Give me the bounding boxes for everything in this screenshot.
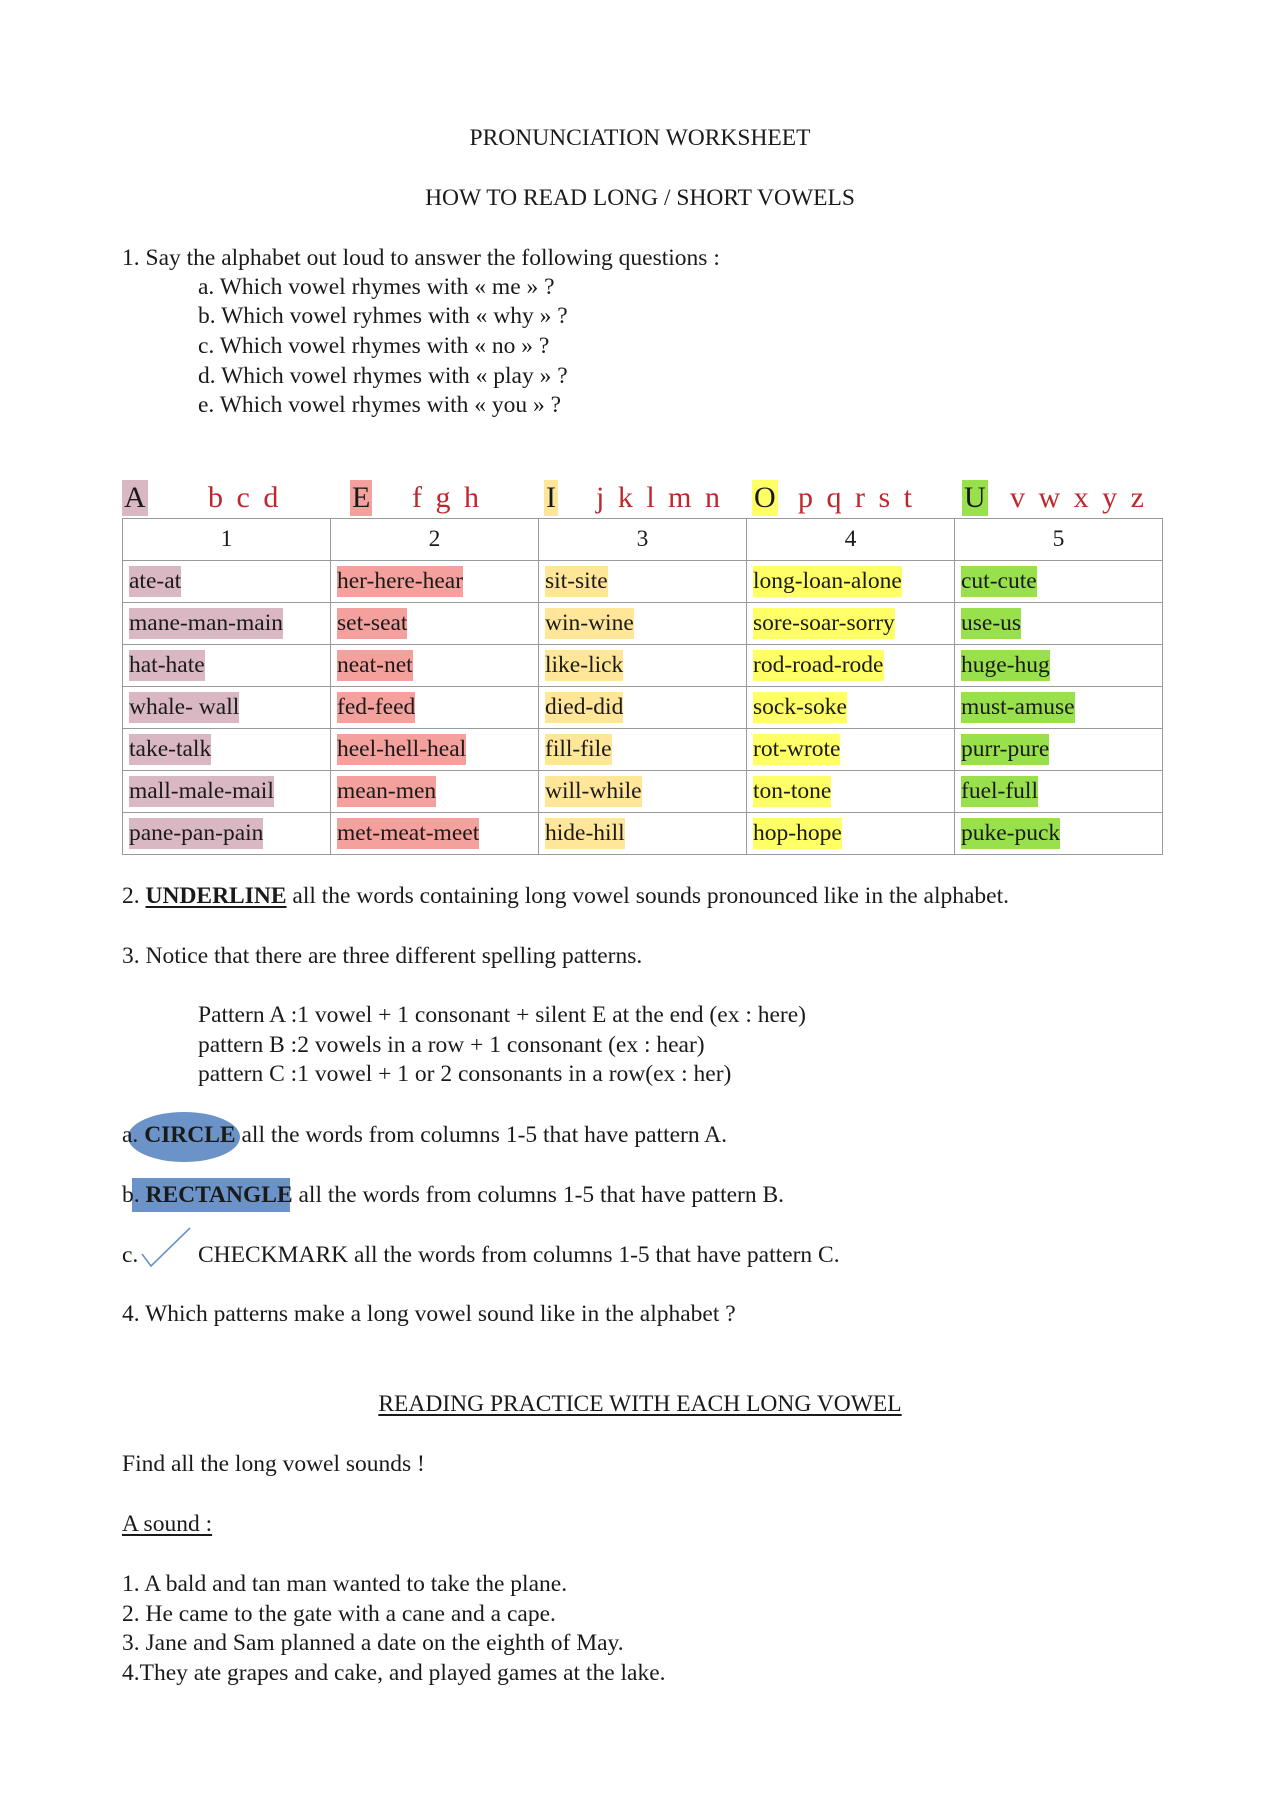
word-pair: mall-male-mail: [129, 776, 274, 807]
column-header: 5: [955, 519, 1163, 561]
word-pair: met-meat-meet: [337, 818, 479, 849]
alphabet-vowel-e: E: [352, 481, 371, 514]
alphabet-consonants-1: b c d: [208, 481, 282, 514]
word-pair: will-while: [545, 776, 642, 807]
word-pair: mean-men: [337, 776, 436, 807]
pattern-a: Pattern A :1 vowel + 1 consonant + silent E at the end (ex : here): [198, 1002, 806, 1028]
alphabet-vowel-o: O: [754, 481, 776, 514]
word-pair: cut-cute: [961, 566, 1037, 597]
question-2-number: 2.: [122, 883, 146, 909]
table-row: [123, 645, 1163, 687]
word-pair: fed-feed: [337, 692, 415, 723]
table-row: [123, 813, 1163, 855]
sentence-2: 2. He came to the gate with a cane and a cape.: [122, 1601, 556, 1627]
word-pair: like-lick: [545, 650, 623, 681]
column-header: 2: [331, 519, 539, 561]
word-pair: take-talk: [129, 734, 211, 765]
word-pair: fuel-full: [961, 776, 1038, 807]
alphabet-vowel-a: A: [124, 481, 146, 514]
reading-intro: Find all the long vowel sounds !: [122, 1451, 425, 1477]
question-1-item-a: a. Which vowel rhymes with « me » ?: [198, 274, 555, 300]
pattern-b: pattern B :2 vowels in a row + 1 consonant (ex : hear): [198, 1032, 705, 1058]
question-3: 3. Notice that there are three different spelling patterns.: [122, 943, 643, 969]
word-pair: sore-soar-sorry: [753, 608, 895, 639]
sentence-3: 3. Jane and Sam planned a date on the eighth of May.: [122, 1630, 624, 1656]
rectangle-keyword: RECTANGLE: [145, 1182, 293, 1208]
word-pair: set-seat: [337, 608, 407, 639]
word-pair: long-loan-alone: [753, 566, 902, 597]
vowel-words-table: [122, 518, 1163, 855]
alphabet-consonants-2: f g h: [412, 481, 482, 514]
underline-keyword: UNDERLINE: [145, 883, 287, 909]
word-pair: puke-puck: [961, 818, 1060, 849]
word-pair: hat-hate: [129, 650, 205, 681]
question-4: 4. Which patterns make a long vowel sound like in the alphabet ?: [122, 1301, 736, 1327]
word-pair: heel-hell-heal: [337, 734, 466, 765]
word-pair: win-wine: [545, 608, 634, 639]
column-header: 1: [123, 519, 331, 561]
alphabet-consonants-5: v w x y z: [1010, 481, 1147, 514]
circle-keyword: CIRCLE: [144, 1122, 236, 1148]
instruction-circle-text: all the words from columns 1-5 that have pattern A.: [235, 1122, 728, 1148]
table-row: [123, 771, 1163, 813]
question-1-item-e: e. Which vowel rhymes with « you » ?: [198, 392, 562, 418]
word-pair: fill-file: [545, 734, 612, 765]
table-row: [123, 561, 1163, 603]
instruction-checkmark-prefix: c.: [122, 1242, 139, 1268]
word-pair: purr-pure: [961, 734, 1049, 765]
table-row: [123, 603, 1163, 645]
word-pair: hide-hill: [545, 818, 625, 849]
question-1-item-b: b. Which vowel ryhmes with « why » ?: [198, 303, 568, 329]
sentence-1: 1. A bald and tan man wanted to take the plane.: [122, 1571, 568, 1597]
word-pair: whale- wall: [129, 692, 239, 723]
word-pair: rot-wrote: [753, 734, 840, 765]
word-pair: sit-site: [545, 566, 608, 597]
word-pair: neat-net: [337, 650, 413, 681]
question-2: [122, 882, 1009, 910]
instruction-circle-prefix: a.: [122, 1122, 145, 1148]
alphabet-vowel-i: I: [546, 481, 556, 514]
section-a-sound: A sound :: [122, 1511, 213, 1537]
word-pair: hop-hope: [753, 818, 842, 849]
column-header: 3: [539, 519, 747, 561]
sentence-4: 4.They ate grapes and cake, and played games at the lake.: [122, 1660, 666, 1686]
word-pair: mane-man-main: [129, 608, 283, 639]
question-1-item-d: d. Which vowel rhymes with « play » ?: [198, 363, 568, 389]
page-title: PRONUNCIATION WORKSHEET: [469, 125, 811, 151]
table-row: [123, 687, 1163, 729]
table-row: [123, 729, 1163, 771]
alphabet-consonants-3: j k l m n: [596, 481, 724, 514]
question-1-prompt: 1. Say the alphabet out loud to answer the following questions :: [122, 245, 720, 271]
word-pair: ton-tone: [753, 776, 831, 807]
word-pair: huge-hug: [961, 650, 1050, 681]
word-pair: pane-pan-pain: [129, 818, 263, 849]
question-1-item-c: c. Which vowel rhymes with « no » ?: [198, 333, 550, 359]
word-pair: died-did: [545, 692, 623, 723]
pattern-c: pattern C :1 vowel + 1 or 2 consonants in a row(ex : her): [198, 1061, 732, 1087]
word-pair: sock-soke: [753, 692, 847, 723]
word-pair: use-us: [961, 608, 1021, 639]
reading-practice-heading: READING PRACTICE WITH EACH LONG VOWEL: [378, 1391, 902, 1417]
word-pair: her-here-hear: [337, 566, 463, 597]
instruction-rectangle-text: all the words from columns 1-5 that have pattern B.: [292, 1182, 785, 1208]
instruction-rectangle-prefix: b.: [122, 1182, 146, 1208]
instruction-rectangle: [122, 1181, 784, 1209]
word-pair: ate-at: [129, 566, 181, 597]
column-header: 4: [747, 519, 955, 561]
instruction-circle: [122, 1121, 727, 1149]
checkmark-icon: [138, 1224, 194, 1270]
alphabet-vowel-u: U: [964, 481, 986, 514]
alphabet-consonants-4: p q r s t: [798, 481, 915, 514]
word-pair: must-amuse: [961, 692, 1075, 723]
page-subtitle: HOW TO READ LONG / SHORT VOWELS: [425, 185, 855, 211]
table-header-row: [123, 519, 1163, 561]
instruction-checkmark: CHECKMARK all the words from columns 1-5 that have pattern C.: [198, 1242, 840, 1268]
word-pair: rod-road-rode: [753, 650, 884, 681]
question-2-text: all the words containing long vowel sounds pronounced like in the alphabet.: [286, 883, 1010, 909]
